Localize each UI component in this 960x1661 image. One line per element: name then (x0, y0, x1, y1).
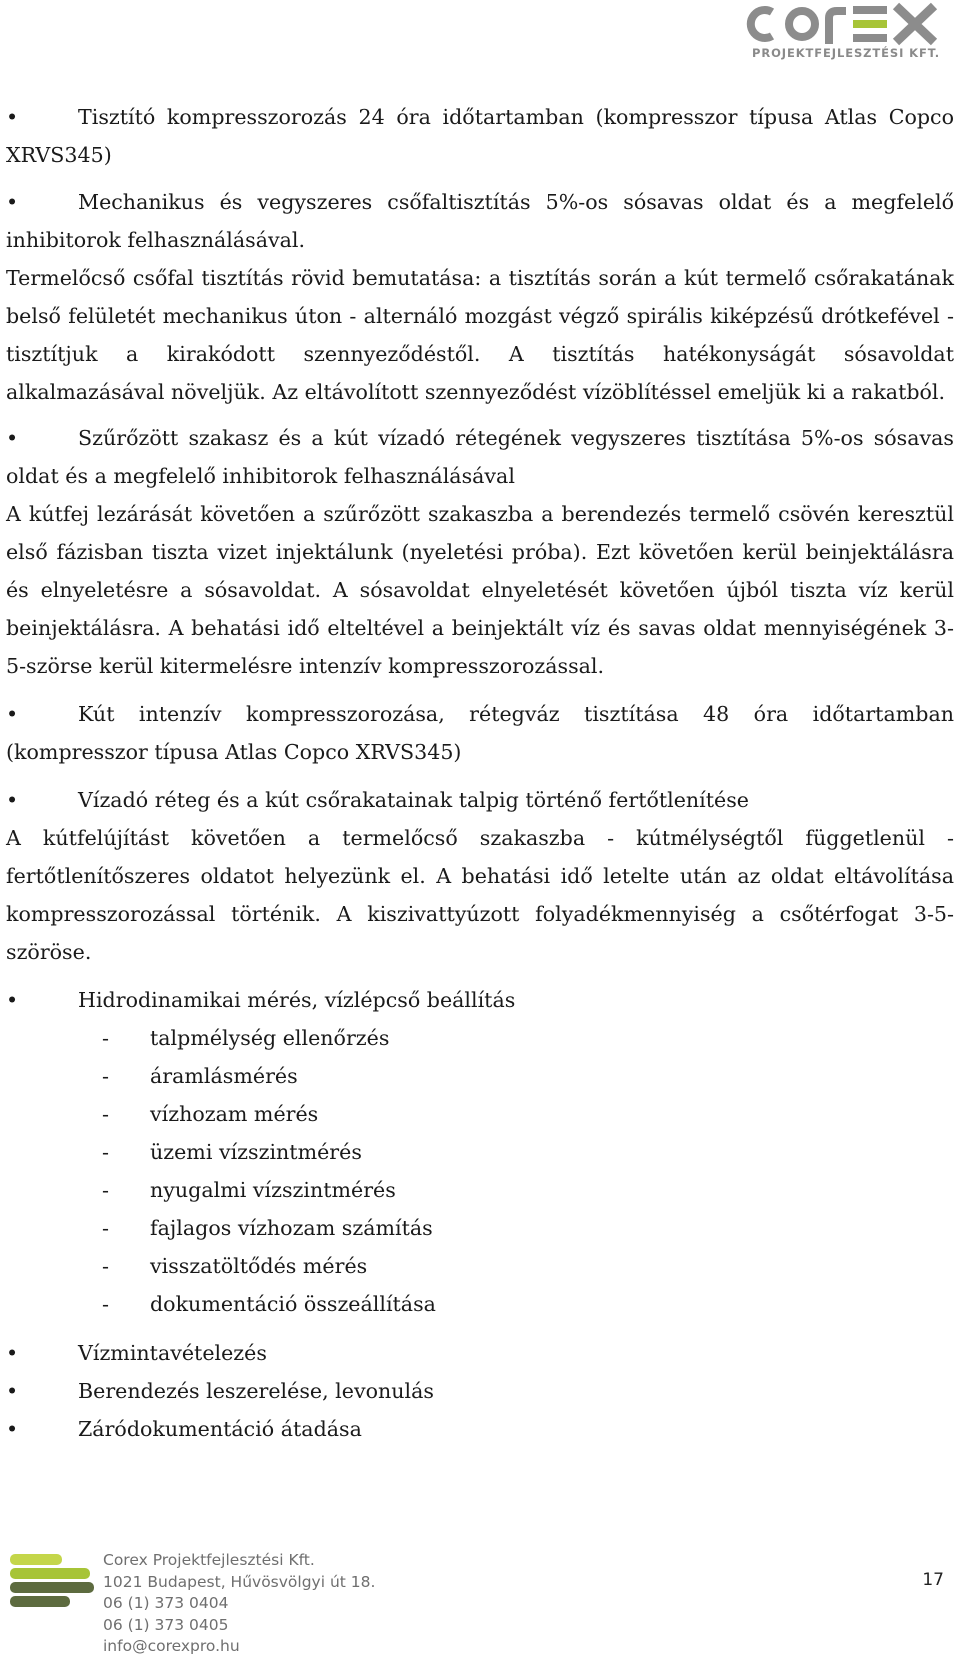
bullet-text: Vízmintavételezés (78, 1341, 267, 1365)
corex-logo-icon (738, 0, 950, 48)
bullet-text: Berendezés leszerelése, levonulás (78, 1379, 434, 1403)
logo-subtitle: PROJEKTFEJLESZTÉSI KFT. (752, 46, 940, 60)
bullet-icon: • (6, 702, 19, 726)
footer-bars-icon (10, 1554, 94, 1620)
footer-address: 1021 Budapest, Hűvösvölgyi út 18. (103, 1572, 376, 1591)
bullet-icon: • (6, 1379, 19, 1403)
footer-email: info@corexpro.hu (103, 1637, 240, 1655)
sub-list-item: - áramlásmérés (102, 1057, 954, 1095)
bullet-icon: • (6, 1417, 19, 1441)
dash-icon: - (102, 1140, 109, 1164)
footer-phone: 06 (1) 373 0405 (103, 1615, 229, 1634)
footer-company: Corex Projektfejlesztési Kft. (103, 1551, 315, 1569)
bullet-text: Tisztító kompresszorozás 24 óra időtartamban (kompresszor típusa Atlas Copco XRVS345) (6, 105, 954, 167)
sub-list-item: - visszatöltődés mérés (102, 1247, 954, 1285)
bullet-icon: • (6, 426, 19, 450)
company-logo (738, 0, 950, 70)
dash-icon: - (102, 1026, 109, 1050)
bullet-item (6, 1372, 954, 1410)
paragraph: A kútfelújítást követően a termelőcső szakaszba - kútmélységtől függetlenül - fertőtlenítőszeres oldatot helyezünk el. A behatási idő letelte után az oldat eltávolítása kompresszorozással történik. A kiszivattyúzott folyadékmennyiség a csőtérfogat 3-5-szöröse. (6, 826, 954, 964)
bullet-item (6, 98, 954, 174)
bullet-item (6, 695, 954, 771)
sub-list-item: - dokumentáció összeállítása (102, 1285, 954, 1323)
dash-icon: - (102, 1102, 109, 1126)
paragraph: Termelőcső csőfal tisztítás rövid bemutatása: a tisztítás során a kút termelő csőrakatának belső felületét mechanikus úton - alternáló mozgást végző spirális kiképzésű drótkefével - tisztítjuk a kirakódott szennyeződéstől. A tisztítás hatékonyságát sósavoldat alkalmazásával növeljük. Az eltávolított szennyeződést vízöblítéssel emeljük ki a rakatból. (6, 266, 954, 404)
footer-contact (103, 1550, 375, 1658)
footer-phone: 06 (1) 373 0404 (103, 1594, 229, 1612)
sub-list-item: - nyugalmi vízszintmérés (102, 1171, 954, 1209)
dash-icon: - (102, 1292, 109, 1316)
page-number: 17 (922, 1570, 944, 1590)
bullet-text: Mechanikus és vegyszeres csőfaltisztítás 5%-os sósavas oldat és a megfelelő inhibitorok felhasználásával. (6, 190, 954, 252)
page-footer (0, 1548, 960, 1661)
dash-icon: - (102, 1254, 109, 1278)
bullet-item (6, 183, 954, 259)
paragraph: A kútfej lezárását követően a szűrőzött szakaszba a berendezés termelő csövén keresztül első fázisban tiszta vizet injektálunk (nyeletési próba). Ezt követően kerül beinjektálásra és elnyeletésre a sósavoldat. A sósavoldat elnyeletését követően újból tiszta víz kerül beinjektálásra. A behatási idő elteltével a beinjektált víz és savas oldat mennyiségének 3-5-szörse kerül kitermelésre intenzív kompresszorozással. (6, 502, 954, 678)
bullet-text: Hidrodinamikai mérés, vízlépcső beállítás (78, 988, 516, 1012)
dash-icon: - (102, 1216, 109, 1240)
bullet-icon: • (6, 988, 19, 1012)
bullet-item (6, 781, 954, 819)
dash-icon: - (102, 1178, 109, 1202)
sub-list-item: - fajlagos vízhozam számítás (102, 1209, 954, 1247)
bullet-text: Vízadó réteg és a kút csőrakatainak talpig történő fertőtlenítése (78, 788, 749, 812)
bullet-icon: • (6, 1341, 19, 1365)
sub-list (6, 1019, 954, 1323)
sub-list-item: - vízhozam mérés (102, 1095, 954, 1133)
bullet-text: Kút intenzív kompresszorozása, rétegváz tisztítása 48 óra időtartamban (kompresszor típusa Atlas Copco XRVS345) (6, 702, 954, 764)
sub-list-item: - talpmélység ellenőrzés (102, 1019, 954, 1057)
sub-list-item: - üzemi vízszintmérés (102, 1133, 954, 1171)
bullet-icon: • (6, 105, 19, 129)
bullet-icon: • (6, 190, 19, 214)
main-content (6, 98, 954, 1448)
bullet-text: Szűrőzött szakasz és a kút vízadó rétegének vegyszeres tisztítása 5%-os sósavas oldat és a megfelelő inhibitorok felhasználásával (6, 426, 954, 488)
bullet-item (6, 419, 954, 495)
bullet-text: Záródokumentáció átadása (78, 1417, 362, 1441)
bullet-item (6, 1410, 954, 1448)
bullet-item (6, 981, 954, 1019)
bullet-icon: • (6, 788, 19, 812)
bullet-item (6, 1334, 954, 1372)
dash-icon: - (102, 1064, 109, 1088)
